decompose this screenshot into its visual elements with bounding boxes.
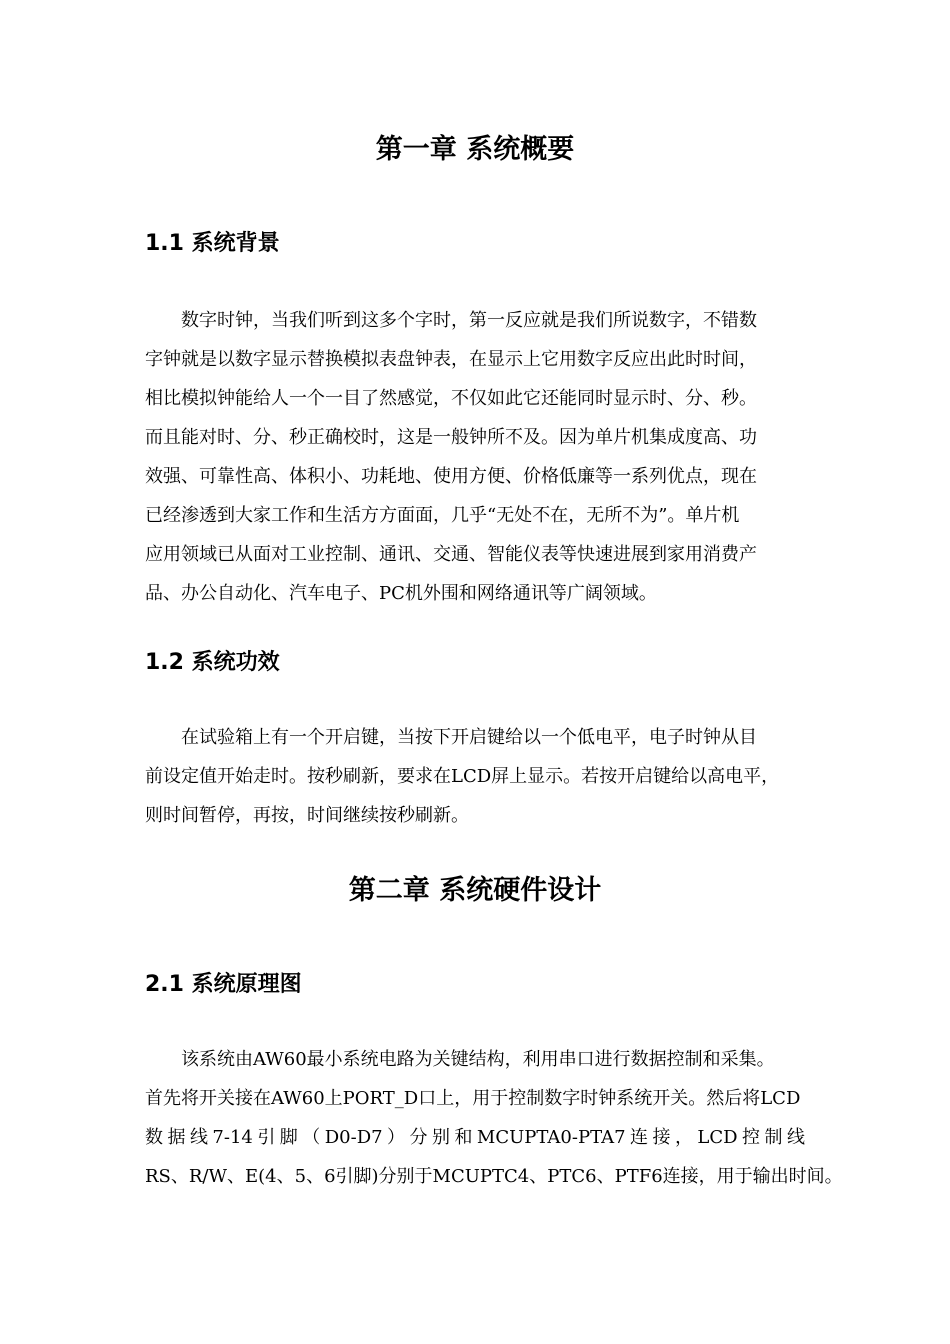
paragraph-line: 该系统由AW60最小系统电路为关键结构，利用串口进行数据控制和采集。 [181,1049,775,1070]
paragraph-line: 已经渗透到大家工作和生活方方面面，几乎“无处不在，无所不为”。单片机 [145,505,740,526]
paragraph-line: 首先将开关接在AW60上PORT_D口上，用于控制数字时钟系统开关。然后将LCD [145,1088,801,1109]
paragraph-line: 前设定值开始走时。按秒刷新，要求在LCD屏上显示。若按开启键给以高电平， [145,766,780,787]
paragraph-line: 而且能对时、分、秒正确校时，这是一般钟所不及。因为单片机集成度高、功 [145,427,757,448]
section-1-2-heading: 1.2 系统功效 [145,650,280,675]
paragraph-line: 应用领域已从面对工业控制、通讯、交通、智能仪表等快速进展到家用消费产 [145,544,757,565]
paragraph-line: 数据线7-14引脚（D0-D7）分别和MCUPTA0-PTA7连接，LCD控制线 [145,1127,805,1148]
section-1-1-heading: 1.1 系统背景 [145,231,280,256]
paragraph-line: 则时间暂停，再按，时间继续按秒刷新。 [145,805,469,826]
paragraph-line: 品、办公自动化、汽车电子、PC机外围和网络通讯等广阔领域。 [145,583,657,604]
paragraph-line: 相比模拟钟能给人一个一目了然感觉，不仅如此它还能同时显示时、分、秒。 [145,388,757,409]
chapter-2-title: 第二章 系统硬件设计 [348,875,602,906]
section-2-1-heading: 2.1 系统原理图 [145,972,302,997]
section-1-1-paragraph [145,301,805,613]
paragraph-line: RS、R/W、E(4、5、6引脚)分别于MCUPTC4、PTC6、PTF6连接，用于输出时间。 [145,1166,843,1187]
paragraph-line: 数字时钟，当我们听到这多个字时，第一反应就是我们所说数字，不错数 [181,310,757,331]
section-2-1-paragraph [145,1040,843,1196]
section-1-2-paragraph [145,718,805,835]
paragraph-line: 在试验箱上有一个开启键，当按下开启键给以一个低电平，电子时钟从目 [181,727,757,748]
paragraph-line: 效强、可靠性高、体积小、功耗地、使用方便、价格低廉等一系列优点，现在 [145,466,757,487]
chapter-1-title: 第一章 系统概要 [375,134,575,165]
paragraph-line: 字钟就是以数字显示替换模拟表盘钟表，在显示上它用数字反应出此时时间， [145,349,757,370]
